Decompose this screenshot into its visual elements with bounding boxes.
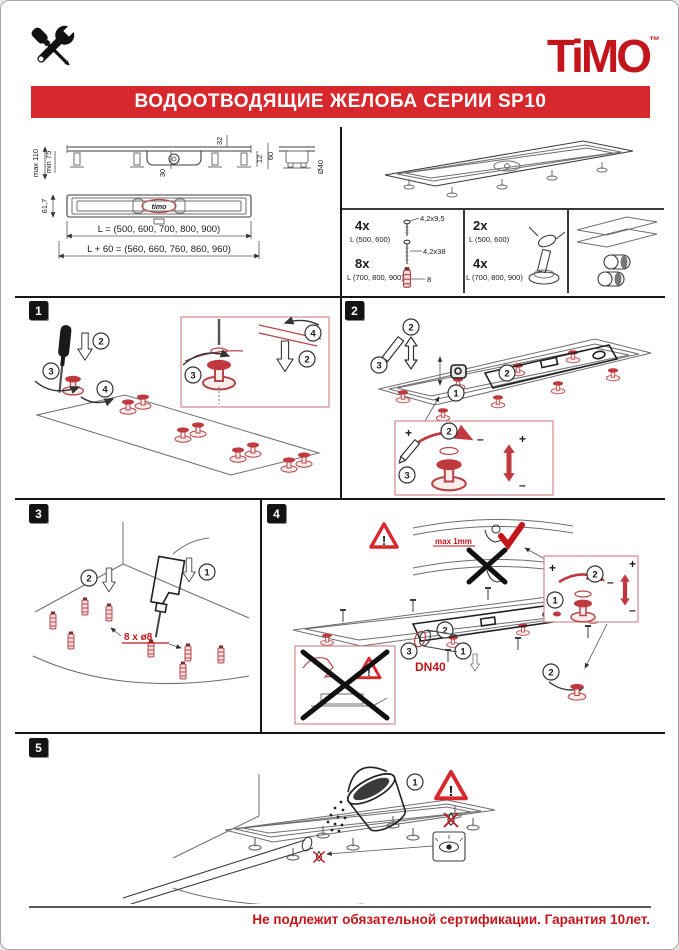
step1-inset-callout-2	[299, 351, 315, 367]
tape-measure-icon	[451, 365, 466, 378]
step5-illustration	[23, 736, 663, 904]
bucket-icon	[338, 757, 414, 838]
inspect-eye-icon	[433, 832, 465, 861]
svg-text:2: 2	[592, 569, 598, 581]
step2-inset	[395, 421, 553, 495]
step4-inset-callout-1	[547, 592, 563, 608]
step3-badge: 3	[29, 504, 48, 523]
svg-text:1: 1	[453, 388, 459, 400]
screw-long-label: 4,2x38	[423, 247, 446, 256]
minus-label: –	[477, 432, 484, 446]
svg-text:1: 1	[460, 646, 466, 658]
step1-callout-4	[97, 381, 113, 397]
brand-logo: TiMO™	[546, 30, 660, 82]
step2-callout-3	[371, 357, 387, 373]
svg-text:3: 3	[190, 370, 196, 382]
minus-label: –	[607, 575, 614, 589]
svg-text:4: 4	[102, 384, 108, 396]
plug-icons	[598, 255, 630, 286]
drill-size-label: 8 x ø8	[124, 632, 153, 643]
step4-callout-2b	[543, 664, 559, 680]
title-banner	[31, 86, 650, 118]
dim-min-height: min 75	[44, 150, 53, 174]
feet-len-b: L (700, 800, 900)	[466, 273, 523, 282]
strip-icons	[577, 217, 657, 247]
dim-length: L = (500, 600, 700, 800, 900)	[97, 224, 221, 235]
svg-text:3: 3	[48, 366, 54, 378]
dim-width: 61,7	[40, 198, 49, 214]
step3-callout-2	[81, 570, 97, 586]
parts-strips	[569, 210, 668, 293]
divider-vertical-top	[340, 127, 342, 498]
step1-inset-callout-4	[305, 325, 321, 341]
step3-callout-1	[199, 564, 215, 580]
isometric-channel-drawing	[347, 129, 659, 207]
feet-qty-b: 4x	[473, 256, 488, 271]
dim-60: 60	[266, 151, 275, 161]
svg-text:2: 2	[98, 336, 104, 348]
dim-outlet-diameter: Ø40	[316, 159, 325, 175]
screw-long-icon	[404, 240, 410, 264]
feet-len-a: L (500, 600)	[469, 235, 510, 244]
screws-qty-a: 4x	[355, 218, 370, 233]
parts-list	[345, 210, 664, 293]
adjustable-foot-icon	[529, 227, 565, 284]
svg-text:3: 3	[376, 360, 382, 372]
svg-text:1: 1	[412, 777, 418, 789]
step3-illustration	[23, 506, 258, 728]
step2-callout-2	[403, 319, 419, 335]
svg-text:2: 2	[504, 368, 510, 380]
svg-text:1: 1	[204, 567, 210, 579]
divider-h2	[15, 498, 665, 500]
screws-len-a: L (500, 600)	[350, 235, 391, 244]
svg-text:3: 3	[404, 470, 410, 482]
svg-text:3: 3	[406, 646, 412, 658]
plus-label: +	[519, 432, 527, 446]
tools-icon	[21, 17, 83, 79]
step4-illustration	[263, 506, 663, 729]
dowel-label: 8	[427, 275, 432, 284]
minus-label: –	[629, 603, 636, 617]
divider-vertical-mid	[260, 498, 262, 732]
step4-callout-1	[455, 643, 471, 659]
svg-text:2: 2	[408, 322, 414, 334]
divider-h1	[15, 296, 665, 298]
step4-inset-callout-2	[587, 566, 603, 582]
svg-text:2: 2	[548, 667, 554, 679]
step5-callout-1	[407, 774, 423, 790]
step1-callout-3	[43, 363, 59, 379]
screw-small-icon	[404, 220, 410, 236]
svg-text:1: 1	[552, 595, 558, 607]
step2-inset-callout-3	[399, 467, 415, 483]
screw-small-label: 4,2x9,5	[420, 214, 445, 223]
screwdriver-icon	[54, 325, 72, 394]
screws-qty-b: 8x	[355, 256, 370, 271]
step2-callout-1	[448, 385, 464, 401]
step2-illustration	[343, 303, 663, 498]
dim-32: 32	[215, 136, 224, 146]
no-leak-icon	[444, 813, 458, 827]
mini-logo: timo	[151, 204, 167, 211]
parts-screws	[345, 210, 465, 293]
minus-label: –	[519, 478, 526, 492]
step2-callout-2b	[499, 365, 515, 381]
parts-feet	[465, 210, 569, 293]
step1-inset-callout-3	[185, 367, 201, 383]
step2-inset-callout-2	[441, 423, 457, 439]
page-title: ВОДООТВОДЯЩИЕ ЖЕЛОБА СЕРИИ SP10	[134, 91, 547, 112]
svg-text:2: 2	[442, 625, 448, 637]
dim-12: 12	[255, 154, 264, 164]
svg-text:2: 2	[304, 354, 310, 366]
plus-label: +	[629, 557, 637, 571]
dim-30: 30	[158, 168, 167, 178]
dim-length-plus60: L + 60 = (560, 660, 760, 860, 960)	[87, 244, 231, 255]
dim-max-height: max 110	[31, 148, 40, 178]
step4-callout-3	[401, 643, 417, 659]
svg-text:2: 2	[446, 426, 452, 438]
step4-callout-2	[437, 622, 453, 638]
step1-badge: 1	[29, 301, 48, 320]
step5-badge: 5	[29, 738, 48, 757]
svg-text:2: 2	[86, 573, 92, 585]
dimension-drawing	[19, 127, 337, 295]
footer-divider	[29, 906, 651, 908]
trademark-symbol: ™	[649, 35, 660, 47]
check-mark	[501, 525, 522, 545]
max-gap-label: max 1mm	[435, 537, 472, 546]
plus-label: +	[405, 426, 413, 440]
divider-h3	[15, 732, 665, 734]
pipe-size-label: DN40	[415, 660, 446, 674]
feet-qty-a: 2x	[473, 218, 488, 233]
dowel-icon	[404, 267, 411, 287]
step1-callout-2	[93, 333, 109, 349]
drill-icon	[145, 556, 184, 639]
drain-pipe	[123, 836, 313, 904]
step4-badge: 4	[267, 504, 286, 523]
svg-text:4: 4	[310, 328, 316, 340]
step1-illustration	[23, 303, 337, 495]
no-leak-joint-icon	[313, 851, 324, 862]
step2-badge: 2	[345, 301, 364, 320]
certification-note: Не подлежит обязательной сертификации. Гарантия 10лет.	[252, 912, 650, 927]
screws-len-b: L (700, 800, 900)	[347, 273, 404, 282]
plus-label: +	[549, 561, 557, 575]
